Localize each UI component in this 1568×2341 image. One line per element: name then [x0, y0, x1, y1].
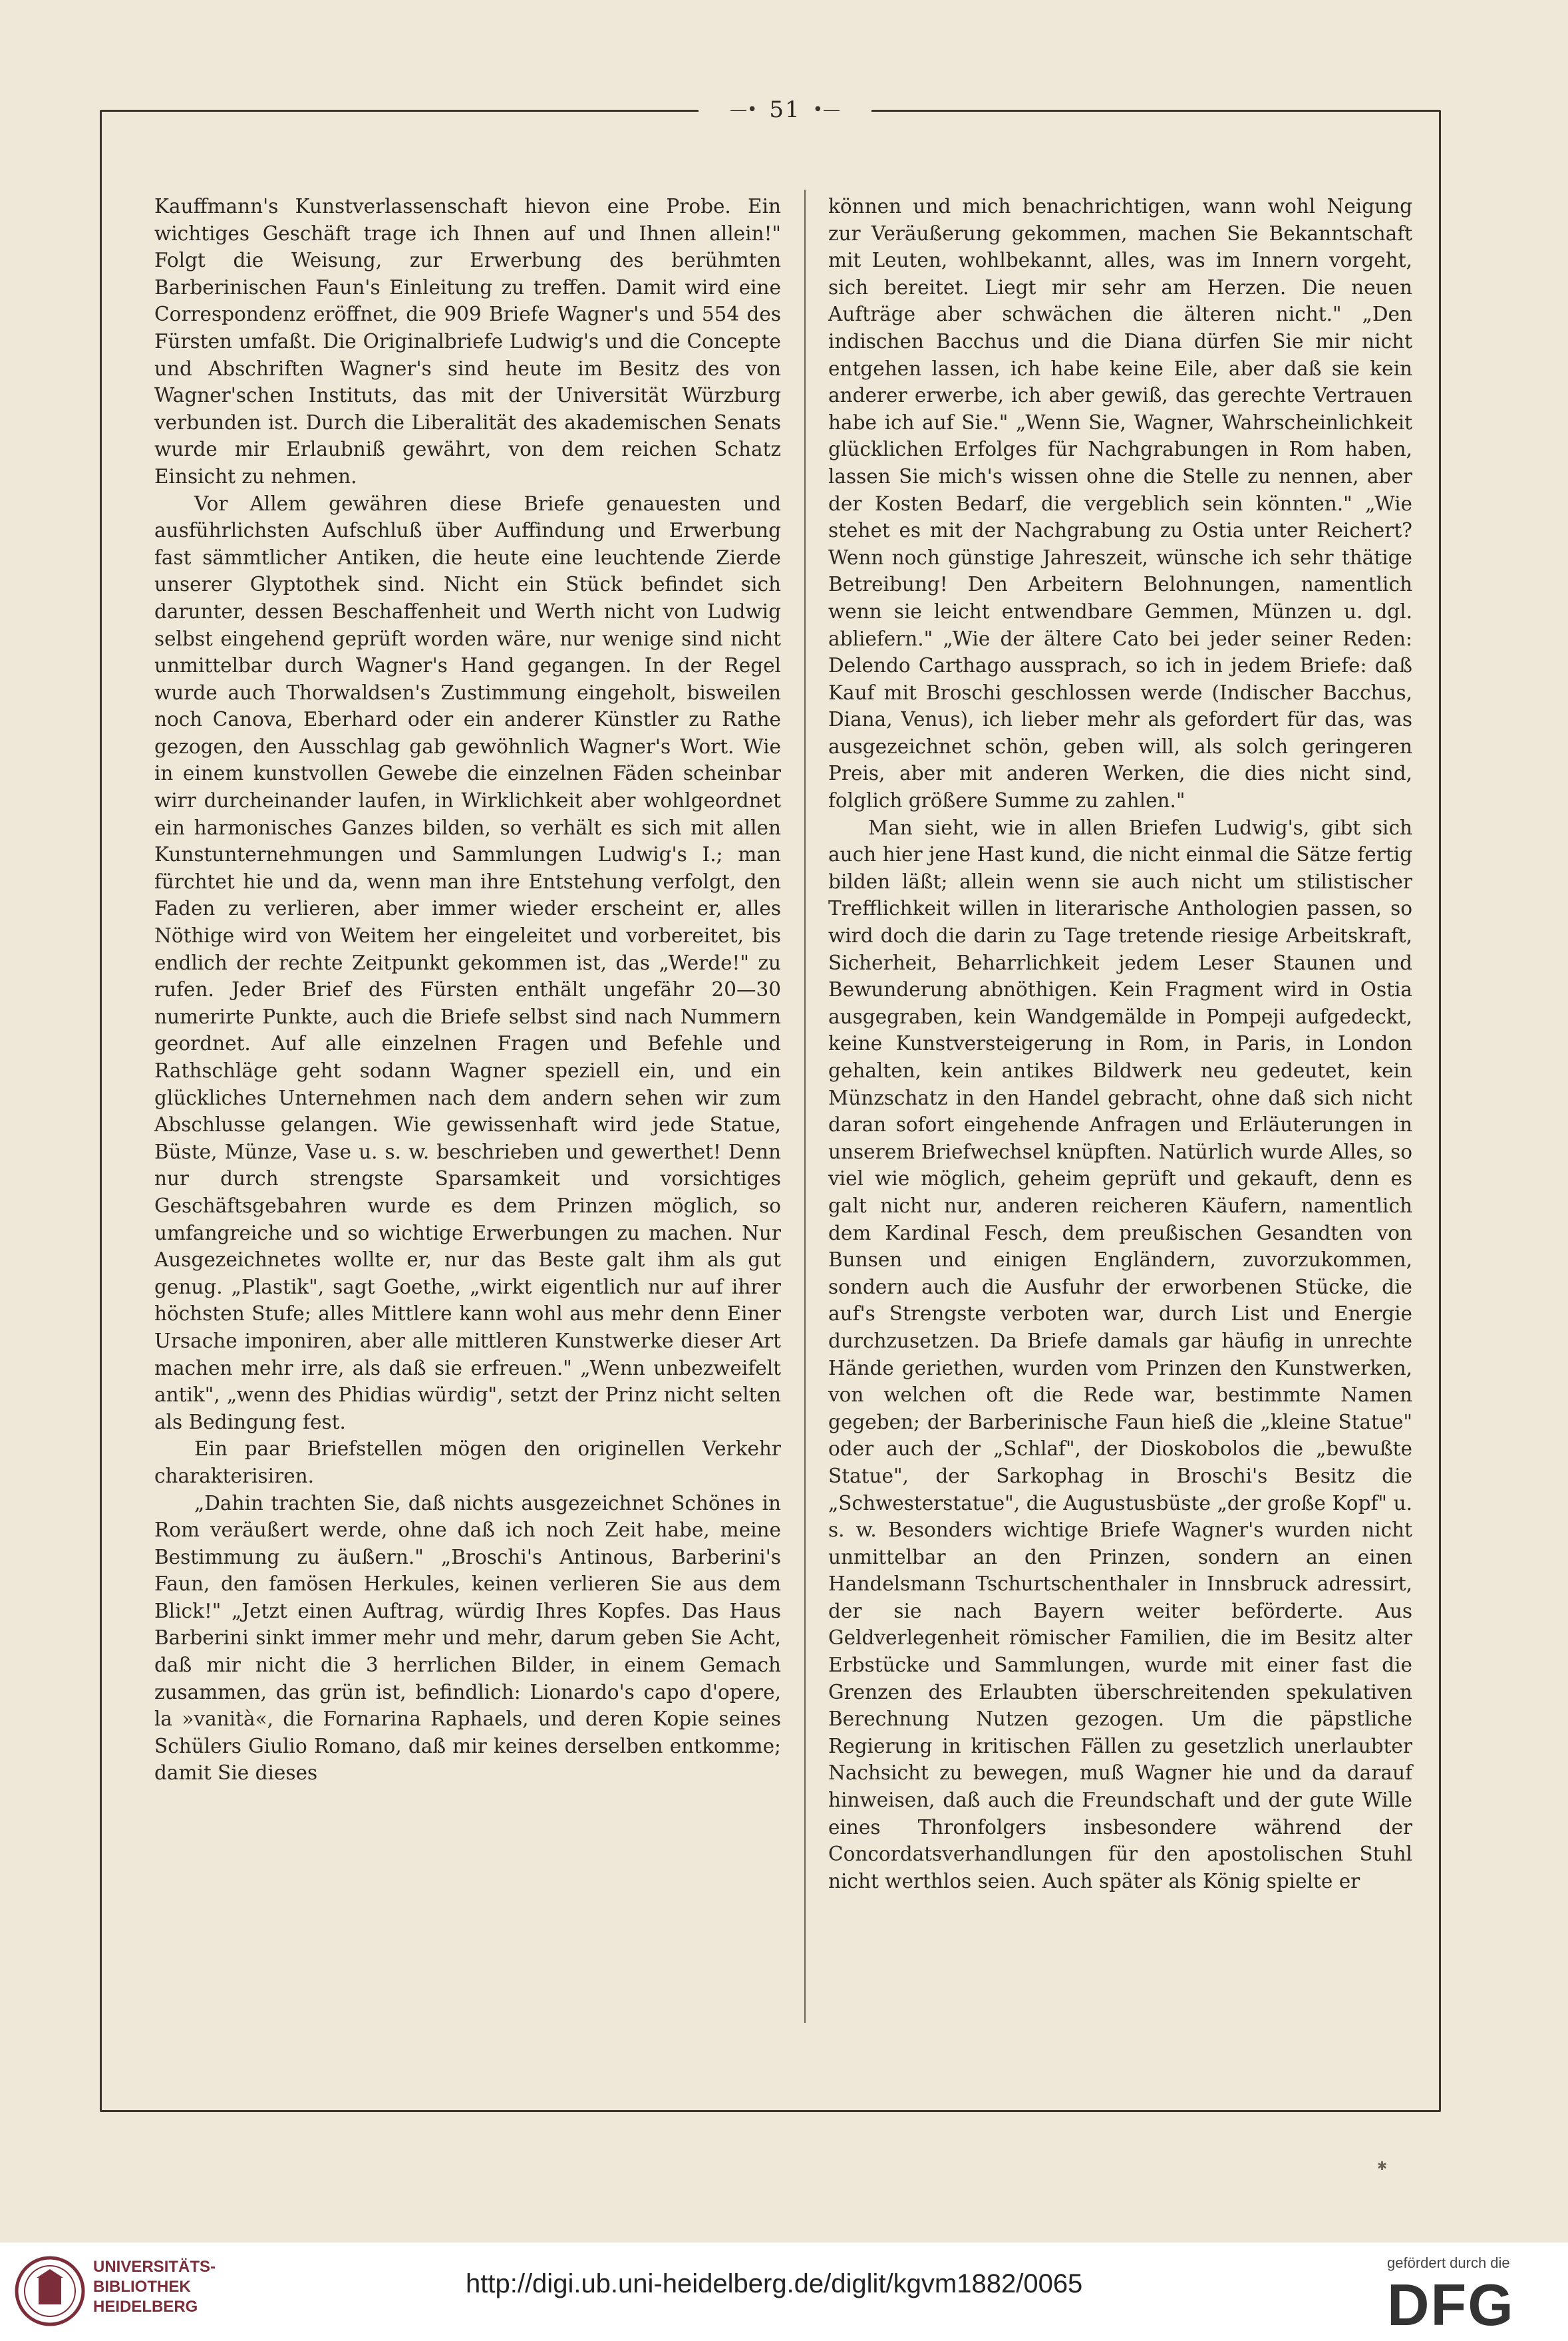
- paragraph: Vor Allem gewähren diese Briefe genauesten und ausführlichsten Aufschluß über Auffindung und Erwerbung fast sämmtlicher Antiken, die heute eine leuchtende Zierde unserer Glyptothek sind. Nicht ein Stück befindet sich darunter, dessen Beschaffenheit und Werth nicht von Ludwig selbst eingehend geprüft worden wäre, nur wenige sind nicht unmittelbar durch Wagner's Hand gegangen. In der Regel wurde auch Thorwaldsen's Zustimmung eingeholt, bisweilen noch Canova, Eberhard oder ein anderer Künstler zu Rathe gezogen, den Ausschlag gab gewöhnlich Wagner's Wort. Wie in einem kunstvollen Gewebe die einzelnen Fäden scheinbar wirr durcheinander laufen, in Wirklichkeit aber wohlgeordnet ein harmonisches Ganzes bilden, so verhält es sich mit allen Kunstunternehmungen und Sammlungen Ludwig's I.; man fürchtet hie und da, wenn man ihre Entstehung verfolgt, den Faden zu verlieren, aber immer wieder erscheint er, alles Nöthige wird von Weitem her eingeleitet und vorbereitet, bis endlich der rechte Zeitpunkt gekommen ist, das „Werde!" zu rufen. Jeder Brief des Fürsten enthält ungefähr 20—30 numerirte Punkte, auch die Briefe selbst sind nach Nummern geordnet. Auf alle einzelnen Fragen und Befehle und Rathschläge geht sodann Wagner speziell ein, und ein glückliches Unternehmen nach dem andern sehen wir zum Abschlusse gelangen. Wie gewissenhaft wird jede Statue, Büste, Münze, Vase u. s. w. beschrieben und gewerthet! Denn nur durch strengste Sparsamkeit und vorsichtiges Geschäftsgebahren wurde es dem Prinzen möglich, so umfangreiche und so wichtige Erwerbungen zu machen. Nur Ausgezeichnetes wollte er, nur das Beste galt ihm als gut genug. „Plastik", sagt Goethe, „wirkt eigentlich nur auf ihrer höchsten Stufe; alles Mittlere kann wohl aus mehr denn Einer Ursache imponiren, aber alle mittleren Kunstwerke dieser Art machen mehr irre, als daß sie erfreuen." „Wenn unbezweifelt antik", „wenn des Phidias würdig", setzt der Prinz nicht selten als Bedingung fest.: [154, 492, 781, 1433]
- page-number: 51: [769, 96, 801, 123]
- institution-line: HEIDELBERG: [93, 2298, 198, 2316]
- university-seal-icon: [13, 2254, 86, 2328]
- digitization-footer: [0, 2243, 1568, 2341]
- paragraph: Ein paar Briefstellen mögen den originellen Verkehr charakterisiren.: [154, 1437, 781, 1487]
- ornament-left-icon: —•: [730, 100, 758, 120]
- ornament-right-icon: •—: [812, 100, 840, 120]
- institution-name: [93, 2257, 216, 2317]
- column-divider: [804, 190, 806, 2023]
- dfg-logo: DFG: [1387, 2272, 1515, 2338]
- paragraph: Man sieht, wie in allen Briefen Ludwig's, gibt sich auch hier jene Hast kund, die nicht einmal die Sätze fertig bilden läßt; allein wenn sie auch nicht um stilistischer Trefflichkeit willen in literarische Anthologien passen, so wird doch die darin zu Tage tretende riesige Arbeitskraft, Sicherheit, Beharrlichkeit jedem Leser Staunen und Bewunderung abnöthigen. Kein Fragment wird in Ostia ausgegraben, kein Wandgemälde in Pompeji aufgedeckt, keine Kunstversteigerung in Rom, in Paris, in London gehalten, kein antikes Bildwerk neu gedeutet, kein Münzschatz in den Handel gebracht, ohne daß sich nicht daran sofort eingehende Anfragen und Erläuterungen in unserem Briefwechsel knüpften. Natürlich wurde Alles, so viel wie möglich, geheim geprüft und gekauft, denn es galt nicht nur, anderen reicheren Käufern, namentlich dem Kardinal Fesch, dem preußischen Gesandten von Bunsen und einigen Engländern, zuvorzukommen, sondern auch die Ausfuhr der erworbenen Stücke, die auf's Strengste verboten war, durch List und Energie durchzusetzen. Da Briefe damals gar häufig in unrechte Hände geriethen, wurden vom Prinzen den Kunstwerken, von welchen oft die Rede war, bestimmte Namen gegeben; der Barberinische Faun hieß die „kleine Statue" oder auch der „Schlaf", der Dioskobolos die „bewußte Statue", der Sarkophag in Broschi's Besitz die „Schwesterstatue", die Augustusbüste „der große Kopf" u. s. w. Besonders wichtige Briefe Wagner's wurden nicht unmittelbar an den Prinzen, sondern an einen Handelsmann Tschurtschenthaler in Innsbruck adressirt, der sie nach Bayern weiter beförderte. Aus Geldverlegenheit römischer Familien, die im Besitz alter Erbstücke und Sammlungen, wurde mit einer fast die Grenzen des Erlaubten überschreitenden spekulativen Berechnung Nutzen gezogen. Um die päpstliche Regierung in kritischen Fällen zu gesetzlich unerlaubter Nachsicht zu bewegen, muß Wagner hie und da darauf hinweisen, daß auch die Freundschaft und der gute Wille eines Thronfolgers insbesondere während der Concordatsverhandlungen für den apostolischen Stuhl nicht werthlos seien. Auch später als König spielte er: [828, 816, 1412, 1892]
- institution-line: BIBLIOTHEK: [93, 2278, 191, 2296]
- right-column: [828, 193, 1412, 1894]
- sponsor-label: gefördert durch die: [1387, 2254, 1510, 2271]
- paragraph: können und mich benachrichtigen, wann wohl Neigung zur Veräußerung gekommen, machen Sie Bekanntschaft mit Leuten, wohlbekannt, alles, was im Innern vorgeht, sich bereitet. Liegt mir sehr am Herzen. Die neuen Aufträge aber schwächen die älteren nicht." „Den indischen Bacchus und die Diana dürfen Sie mir nicht entgehen lassen, ich habe keine Eile, aber daß sie kein anderer erwerbe, ich aber gewiß, das gerechte Vertrauen habe ich auf Sie." „Wenn Sie, Wagner, Wahrscheinlichkeit glücklichen Erfolges für Nachgrabungen in Rom haben, lassen Sie mich's wissen ohne die Stelle zu nennen, aber der Kosten Bedarf, die vergeblich sein könnten." „Wie stehet es mit der Nachgrabung zu Ostia unter Reichert? Wenn noch günstige Jahreszeit, wünsche ich sehr thätige Betreibung! Den Arbeitern Belohnungen, namentlich wenn sie leicht entwendbare Gemmen, Münzen u. dgl. abliefern." „Wie der ältere Cato bei jeder seiner Reden: Delendo Carthago aussprach, so ich in jedem Briefe: daß Kauf mit Broschi geschlossen werde (Indischer Bacchus, Diana, Venus), ich lieber mehr als gefordert für das, was ausgezeichnet schön, geben will, als solch geringeren Preis, aber mit anderen Werken, die dies nicht sind, folglich größere Summe zu zahlen.": [828, 195, 1412, 812]
- paragraph: Kauffmann's Kunstverlassenschaft hievon eine Probe. Ein wichtiges Geschäft trage ich Ihnen auf und Ihnen allein!" Folgt die Weisung, zur Erwerbung des berühmten Barberinischen Faun's Einleitung zu treffen. Damit wird eine Correspondenz eröffnet, die 909 Briefe Wagner's und 554 des Fürsten umfaßt. Die Originalbriefe Ludwig's und die Concepte und Abschriften Wagner's sind heute im Besitz des von Wagner'schen Instituts, das mit der Universität Würzburg verbunden ist. Durch die Liberalität des akademischen Senats wurde mir Erlaubniß gewährt, von dem reichen Schatz Einsicht zu nehmen.: [154, 195, 781, 488]
- page-header: [699, 93, 871, 126]
- source-url-link[interactable]: http://digi.ub.uni-heidelberg.de/diglit/kgvm1882/0065: [466, 2269, 1083, 2298]
- asterisk-mark-icon: ✱: [1377, 2159, 1388, 2173]
- left-column: [154, 193, 781, 1787]
- institution-line: UNIVERSITÄTS-: [93, 2258, 216, 2276]
- paragraph: „Dahin trachten Sie, daß nichts ausgezeichnet Schönes in Rom veräußert werde, ohne daß ich noch Zeit habe, meine Bestimmung zu äußern." „Broschi's Antinous, Barberini's Faun, den famösen Herkules, keinen verlieren Sie aus dem Blick!" „Jetzt einen Auftrag, würdig Ihres Kopfes. Das Haus Barberini sinkt immer mehr und mehr, darum geben Sie Acht, daß mir nicht die 3 herrlichen Bilder, in einem Gemach zusammen, das grün ist, befindlich: Lionardo's capo d'opere, la »vanità«, die Fornarina Raphaels, und deren Kopie seines Schülers Giulio Romano, daß mir keines derselben entkomme; damit Sie dieses: [154, 1491, 781, 1785]
